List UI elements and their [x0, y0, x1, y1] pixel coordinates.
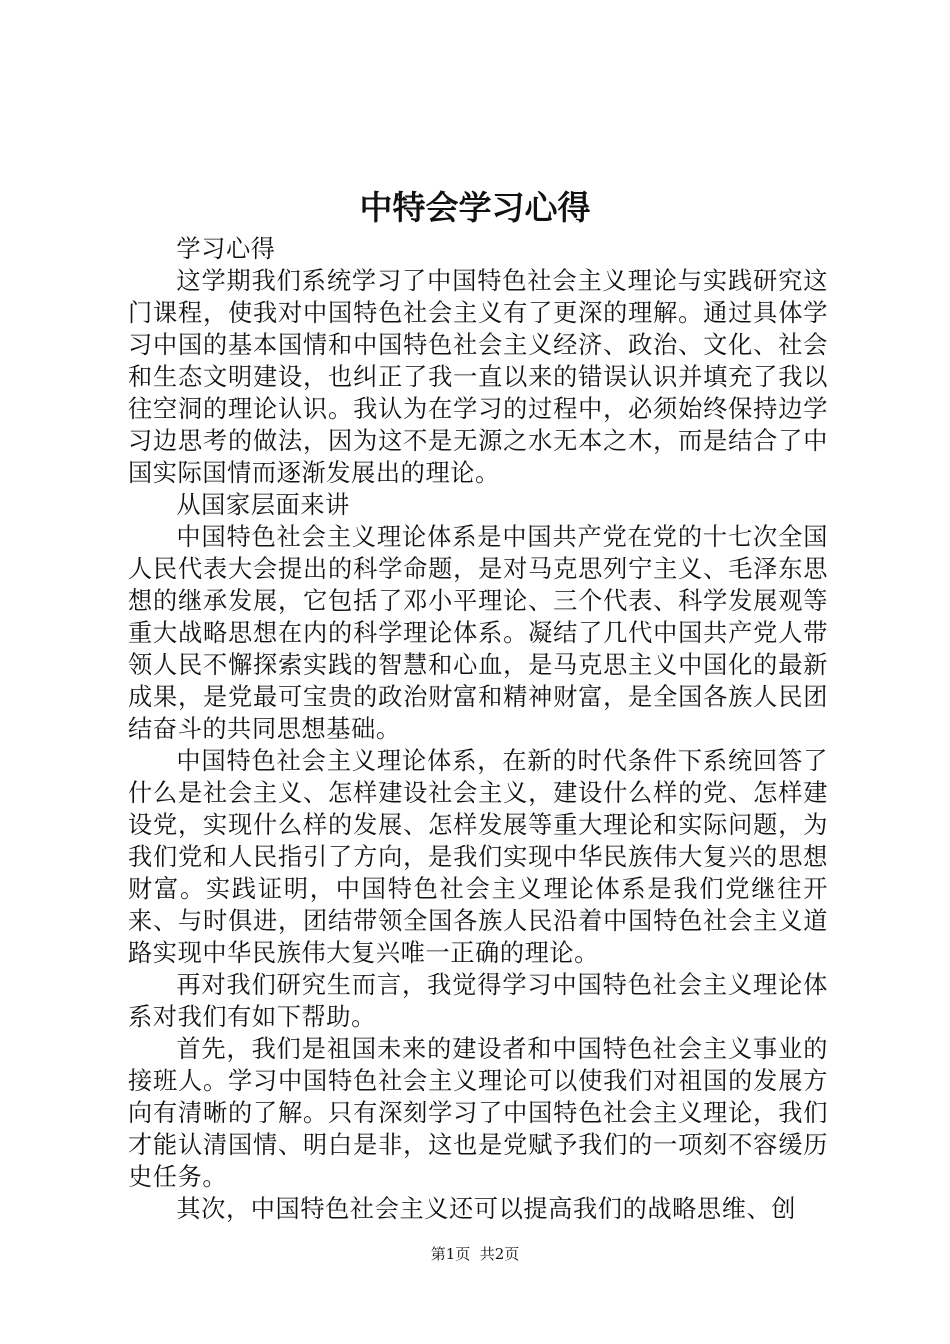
paragraph-first-point: 首先，我们是祖国未来的建设者和中国特色社会主义事业的接班人。学习中国特色社会主义理论可以使我们对祖国的发展方向有清晰的了解。只有深刻学习了中国特色社会主义理论，我们才能认清国情、明白是非，这也是党赋予我们的一项刻不容缓历史任务。 [128, 1035, 828, 1191]
document-body [128, 233, 828, 1225]
document-title: 中特会学习心得 [359, 188, 591, 227]
paragraph-heading-study-notes: 学习心得 [176, 235, 276, 263]
paragraph-theory-system: 中国特色社会主义理论体系是中国共产党在党的十七次全国人民代表大会提出的科学命题，是对马克思列宁主义、毛泽东思想的继承发展，它包括了邓小平理论、三个代表、科学发展观等重大战略思想在内的科学理论体系。凝结了几代中国共产党人带领人民不懈探索实践的智慧和心血，是马克思主义中国化的最新成果，是党最可宝贵的政治财富和精神财富，是全国各族人民团结奋斗的共同思想基础。 [128, 523, 828, 743]
paragraph-theory-answers: 中国特色社会主义理论体系，在新的时代条件下系统回答了什么是社会主义、怎样建设社会主义，建设什么样的党、怎样建设党，实现什么样的发展、怎样发展等重大理论和实际问题，为我们党和人民指引了方向，是我们实现中华民族伟大复兴的思想财富。实践证明，中国特色社会主义理论体系是我们党继往开来、与时俱进，团结带领全国各族人民沿着中国特色社会主义道路实现中华民族伟大复兴唯一正确的理论。 [128, 747, 828, 967]
paragraph-graduate-view: 再对我们研究生而言，我觉得学习中国特色社会主义理论体系对我们有如下帮助。 [128, 971, 828, 1031]
paragraph-second-point: 其次，中国特色社会主义还可以提高我们的战略思维、创 [176, 1195, 797, 1223]
paragraph-intro: 这学期我们系统学习了中国特色社会主义理论与实践研究这门课程，使我对中国特色社会主义有了更深的理解。通过具体学习中国的基本国情和中国特色社会主义经济、政治、文化、社会和生态文明建设，也纠正了我一直以来的错误认识并填充了我以往空洞的理论认识。我认为在学习的过程中，必须始终保持边学习边思考的做法，因为这不是无源之水无本之木，而是结合了中国实际国情而逐渐发展出的理论。 [128, 267, 828, 487]
page-number-footer: 第1页 共2页 [430, 1245, 520, 1263]
paragraph-heading-national-level: 从国家层面来讲 [176, 491, 350, 519]
